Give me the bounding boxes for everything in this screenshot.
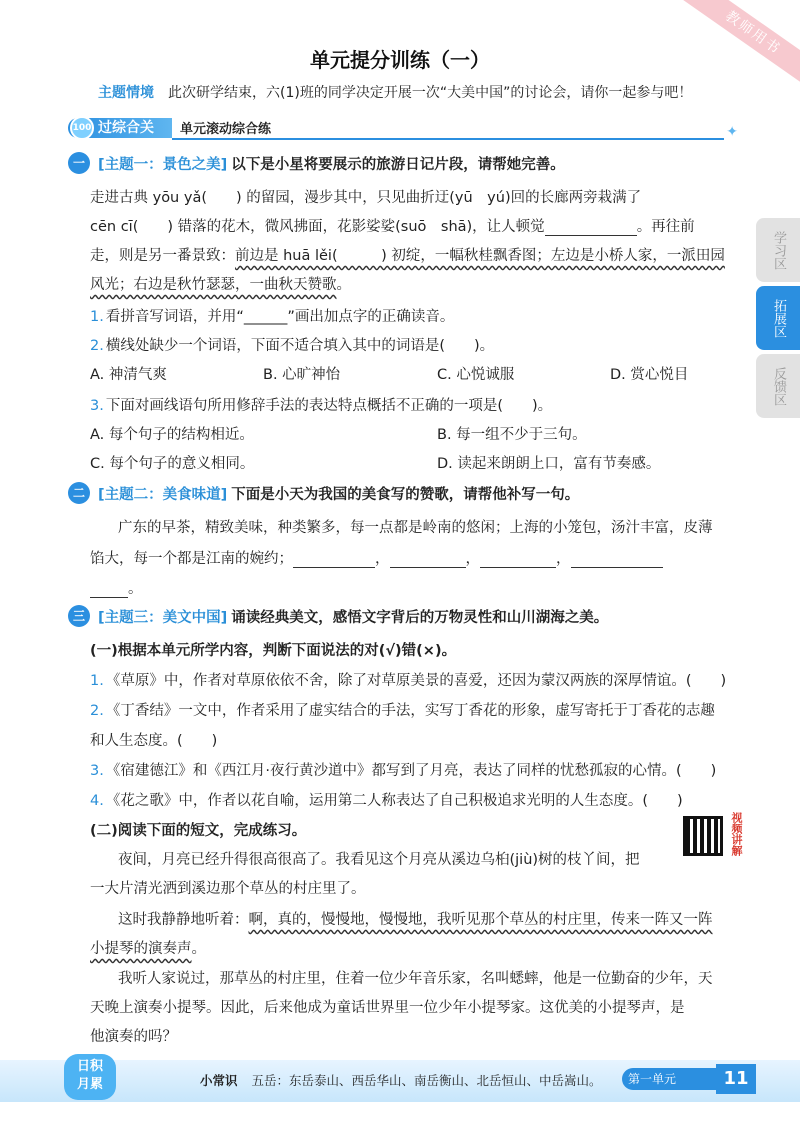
passage-line: 广东的早茶，精致美味，种类繁多，每一点都是岭南的悠闲；上海的小笼包，汤汁丰富，皮薄: [118, 520, 713, 536]
daily-accumulation-logo: [64, 1054, 116, 1100]
question-text: 看拼音写词语，并用“______”画出加点字的正确读音。: [105, 309, 455, 325]
underlined-sentence: 小提琴的演奏声: [90, 941, 192, 957]
passage-text: 。: [336, 277, 351, 293]
section-3-header: [68, 605, 608, 627]
underlined-sentence: 啊，真的，慢慢地，慢慢地，我听见那个草丛的村庄里，传来一阵又一阵: [248, 912, 713, 928]
passage-line: 走进古典 yōu yǎ( ) 的留园，漫步其中，只见曲折迂(yū yú)回的长廊两旁栽满了: [90, 190, 642, 206]
logo-text: 月累: [76, 1077, 103, 1092]
bar-subtitle: 单元滚动综合练: [180, 122, 272, 137]
reading-line: 一大片清光洒到溪边那个草丛的村庄里了。: [90, 881, 366, 897]
question-text: 横线处缺少一个词语，下面不适合填入其中的词语是( )。: [105, 338, 495, 354]
judge-3: 3. 《宿建德江》和《西江月·夜行黄沙道中》都写到了月亮，表达了同样的忧愁孤寂的心情。( ): [90, 763, 717, 779]
judge-text: 《宿建德江》和《西江月·夜行黄沙道中》都写到了月亮，表达了同样的忧愁孤寂的心情。( ): [105, 763, 717, 779]
bar-label: 过综合关: [68, 118, 172, 138]
tip-text: 五岳：东岳泰山、西岳华山、南岳衡山、北岳恒山、中岳嵩山。: [251, 1073, 602, 1088]
section-2-header: [68, 482, 579, 504]
qr-code-icon[interactable]: [683, 816, 723, 856]
section-bar: [68, 116, 748, 140]
section-number: 二: [68, 482, 90, 504]
star-icon: ✦: [726, 124, 738, 140]
score-100-icon: 100: [70, 116, 94, 140]
question-1: 1. 看拼音写词语，并用“______”画出加点字的正确读音。: [90, 309, 455, 325]
judge-text: 《花之歌》中，作者以花自喻，运用第二人称表达了自己积极追求光明的人生态度。( ): [105, 793, 683, 809]
option[interactable]: D. 读起来朗朗上口，富有节奏感。: [437, 456, 661, 472]
answer-blank[interactable]: [545, 219, 637, 236]
bar-divider: [172, 138, 724, 140]
passage-text: 走，则是另一番景致：: [90, 248, 235, 264]
passage-text: 。再往前: [636, 219, 695, 235]
passage-line: [90, 244, 725, 265]
option[interactable]: A. 每个句子的结构相近。: [90, 427, 254, 443]
reading-line: 我听人家说过，那草丛的村庄里，住着一位少年音乐家，名叫蟋蟀，他是一位勤奋的少年，天: [118, 971, 713, 987]
passage-line: [90, 215, 695, 236]
section-tag: [主题三：美文中国]: [98, 609, 228, 626]
passage-text: cēn cī( ) 错落的花木，微风拂面，花影娑娑(suō shā)，让人顿觉: [90, 219, 545, 235]
question-2: 2. 横线处缺少一个词语，下面不适合填入其中的词语是( )。: [90, 338, 495, 354]
intro: [98, 82, 692, 102]
tip-label: 小常识: [200, 1073, 238, 1088]
page-title: 单元提分训练（一）: [310, 48, 490, 72]
section-tag: [主题二：美食味道]: [98, 486, 228, 503]
judge-text: 《丁香结》一文中，作者采用了虚实结合的手法，实写丁香花的形象，虚写寄托于丁香花的志趣: [105, 703, 715, 719]
option[interactable]: D. 赏心悦目: [610, 367, 689, 383]
part-2-heading: (二)阅读下面的短文，完成练习。: [90, 823, 307, 839]
reading-line: [90, 937, 206, 958]
tab-extend[interactable]: 拓展区: [756, 286, 800, 350]
reading-line: 夜间，月亮已经升得很高很高了。我看见这个月亮从溪边乌桕(jiù)树的枝丫间，把: [118, 852, 640, 868]
section-1-header: [68, 152, 565, 174]
option[interactable]: B. 心旷神怡: [263, 367, 341, 383]
tab-study[interactable]: 学习区: [756, 218, 800, 282]
judge-text: 《草原》中，作者对草原依依不舍，除了对草原美景的喜爱，还因为蒙汉两族的深厚情谊。( ): [105, 673, 727, 689]
reading-line: 他演奏的吗？: [90, 1029, 177, 1045]
tab-feedback[interactable]: 反馈区: [756, 354, 800, 418]
answer-blank[interactable]: [390, 551, 466, 568]
section-number: 一: [68, 152, 90, 174]
section-title: 以下是小星将要展示的旅游日记片段，请帮她完善。: [231, 156, 565, 173]
qr-label: 视频讲解: [730, 812, 743, 856]
question-3: 3. 下面对画线语句所用修辞手法的表达特点概括不正确的一项是( )。: [90, 398, 553, 414]
reading-text: 。: [191, 941, 206, 957]
unit-label: 第一单元: [622, 1068, 716, 1090]
side-tabs: [756, 218, 800, 422]
part-1-heading: (一)根据本单元所学内容，判断下面说法的对(√)错(×)。: [90, 643, 457, 659]
judge-1: 1. 《草原》中，作者对草原依依不舍，除了对草原美景的喜爱，还因为蒙汉两族的深厚情谊。( ): [90, 673, 727, 689]
question-text: 下面对画线语句所用修辞手法的表达特点概括不正确的一项是( )。: [105, 398, 553, 414]
option[interactable]: B. 每一组不少于三句。: [437, 427, 587, 443]
reading-text: 这时我静静地听着：: [118, 912, 249, 928]
judge-2: 2. 《丁香结》一文中，作者采用了虚实结合的手法，实写丁香花的形象，虚写寄托于丁香花的志趣: [90, 703, 715, 719]
answer-blank[interactable]: [293, 551, 375, 568]
logo-text: 日积: [76, 1059, 103, 1074]
intro-text: 此次研学结束，六(1)班的同学决定开展一次“大美中国”的讨论会，请你一起参与吧！: [168, 85, 693, 101]
reading-line: 天晚上演奏小提琴。因此，后来他成为童话世界里一位少年小提琴家。这优美的小提琴声，是: [90, 1000, 685, 1016]
passage-line: [90, 273, 351, 294]
passage-line: [90, 577, 143, 598]
answer-blank[interactable]: [90, 581, 128, 598]
underlined-sentence: 风光；右边是秋竹瑟瑟，一曲秋天赞歌: [90, 277, 337, 293]
passage-text: 。: [128, 581, 143, 597]
page-number: 11: [716, 1064, 756, 1094]
watermark-ribbon: 教师用书: [676, 0, 800, 92]
judge-2-cont: 和人生态度。( ): [90, 733, 218, 749]
intro-tag: 主题情境: [98, 85, 154, 101]
reading-line: [118, 908, 713, 929]
option[interactable]: C. 心悦诚服: [437, 367, 515, 383]
section-number: 三: [68, 605, 90, 627]
option[interactable]: C. 每个句子的意义相同。: [90, 456, 255, 472]
option[interactable]: A. 神清气爽: [90, 367, 167, 383]
section-title: 诵读经典美文，感悟文字背后的万物灵性和山川湖海之美。: [231, 609, 609, 626]
section-title: 下面是小天为我国的美食写的赞歌，请帮他补写一句。: [231, 486, 580, 503]
section-tag: [主题一：景色之美]: [98, 156, 228, 173]
passage-line: 馅大，每一个都是江南的婉约； ， ， ，: [90, 547, 663, 568]
answer-blank[interactable]: [571, 551, 663, 568]
underlined-sentence: 前边是 huā lěi( ) 初绽，一幅秋桂飘香图；左边是小桥人家，一派田园: [235, 248, 725, 264]
judge-4: 4. 《花之歌》中，作者以花自喻，运用第二人称表达了自己积极追求光明的人生态度。( ): [90, 793, 683, 809]
answer-blank[interactable]: [480, 551, 556, 568]
footer: [0, 1054, 800, 1102]
passage-text: 馅大，每一个都是江南的婉约；: [90, 551, 293, 567]
footer-tip: [200, 1071, 602, 1089]
